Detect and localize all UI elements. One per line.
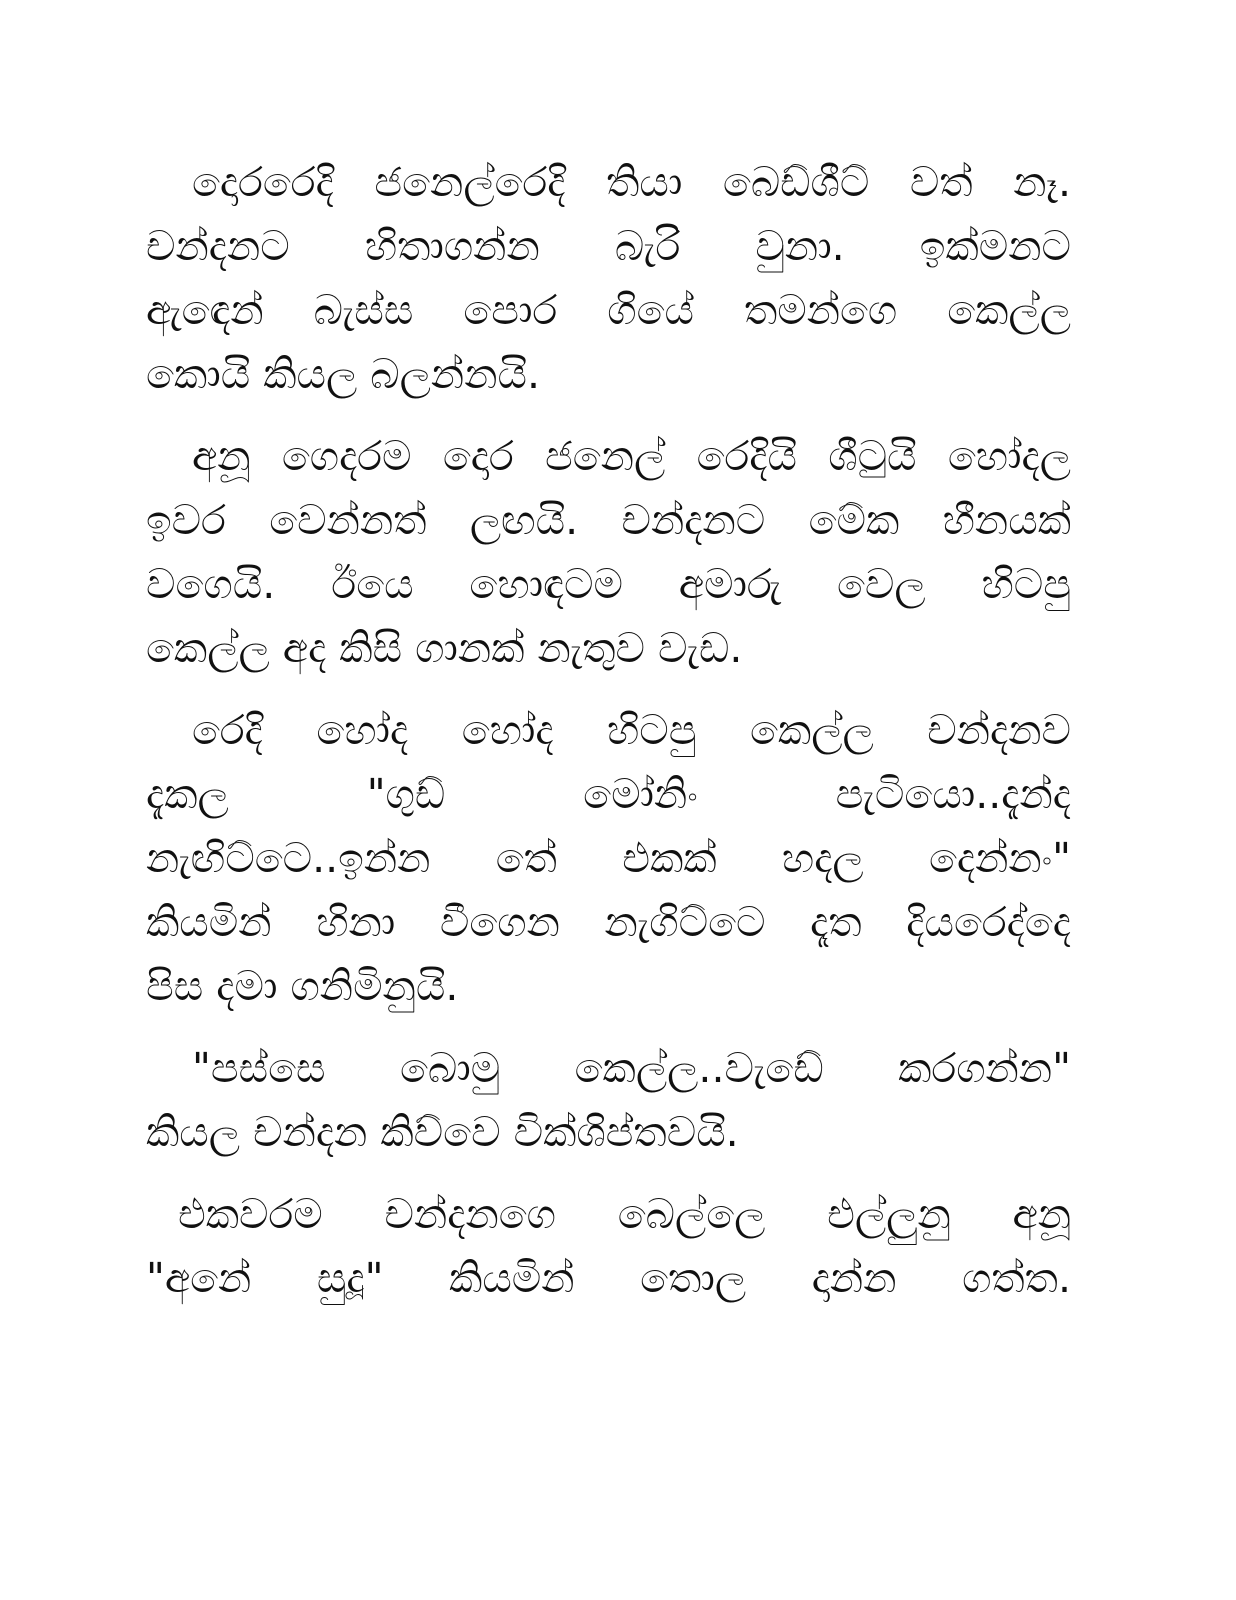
- text-line: දොරරෙදි ජනෙල්රෙදි තියා බෙඩ්ශීට් වත් නෑ.: [192, 158, 1071, 206]
- text-line: ඉවර වෙන්නත් ලඟයි. චන්දනට මේක හීනයක්: [146, 496, 1071, 544]
- paragraph-1: [146, 150, 1071, 406]
- text-line: කොයි කියල බලන්නයි.: [146, 350, 540, 398]
- body-text: [146, 150, 1071, 1310]
- paragraph-3: [146, 698, 1071, 1018]
- text-line: අනූ ගෙදරම දොර ජනෙල් රෙදියි ශීටුයි හෝදල: [192, 432, 1071, 480]
- paragraph-2: [146, 424, 1071, 680]
- text-line: චන්දනට හිතාගන්න බැරි වුනා. ඉක්මනට: [146, 222, 1071, 270]
- text-line: ඇඳෙන් බැස්ස පොර ගියේ තමන්ගෙ කෙල්ල: [146, 286, 1071, 334]
- text-line: රෙදි හෝද හෝද හිටපු කෙල්ල චන්දනව: [192, 706, 1071, 754]
- text-line: "පස්සෙ බොමු කෙල්ල..වැඩේ කරගන්න": [192, 1044, 1071, 1092]
- text-line: "අනේ සුදූ" කියමින් තොල දාන්න ගත්ත.: [146, 1254, 1071, 1302]
- text-line: කෙල්ල අද කිසි ගානක් නැතුව වැඩ.: [146, 624, 743, 672]
- text-line: කියමින් හිනා වීගෙන නැගිට්ටෙ දෑත දියරෙද්දෙ: [146, 898, 1071, 946]
- paragraph-4: [146, 1036, 1071, 1164]
- text-line: දැකල "ගුඩ් මෝනිං පැටියො..දැන්ද: [146, 770, 1071, 818]
- text-line: නැඟිට්ටෙ..ඉන්න තේ එකක් හදල දෙන්නං": [146, 834, 1071, 882]
- text-line: එකවරම චන්දනගෙ බෙල්ලෙ එල්ලුනු අනූ: [178, 1190, 1071, 1238]
- text-line: කියල චන්දන කිව්වෙ වික්ශිප්තවයි.: [146, 1108, 739, 1156]
- paragraph-5: [146, 1182, 1071, 1310]
- text-line: වගෙයි. ඊයෙ හොඳටම අමාරු වෙල හිටපු: [146, 560, 1071, 608]
- text-line: පිස දමා ගනිමිනුයි.: [146, 962, 459, 1010]
